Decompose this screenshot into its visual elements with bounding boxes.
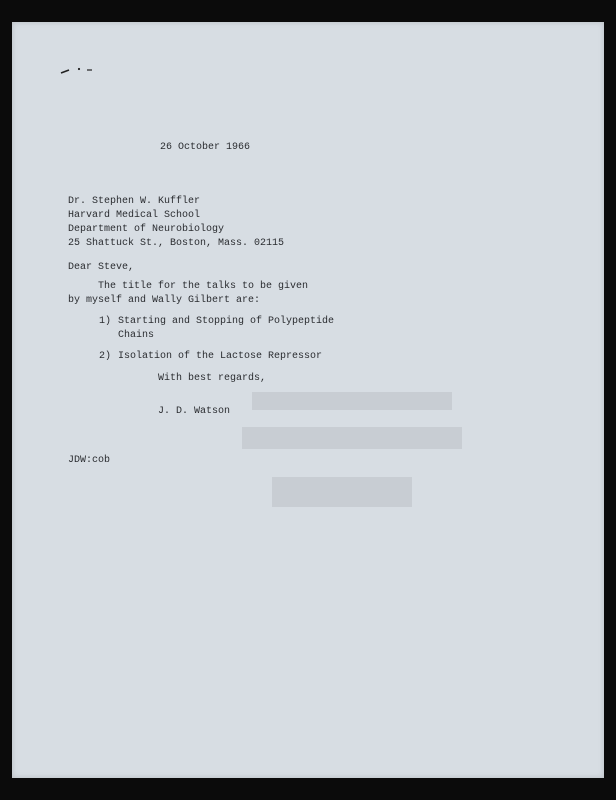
signature: J. D. Watson (158, 406, 231, 417)
item-title-1-continued: Chains (118, 330, 155, 341)
closing: With best regards, (158, 373, 267, 384)
reference-initials: JDW:cob (68, 455, 111, 466)
item-title-1: Starting and Stopping of Polypeptide (118, 316, 335, 327)
intro-line-2: by myself and Wally Gilbert are: (68, 295, 261, 306)
item-number-2: 2) (99, 351, 112, 362)
recipient-department: Department of Neurobiology (68, 224, 225, 235)
recipient-address: 25 Shattuck St., Boston, Mass. 02115 (68, 238, 285, 249)
show-through-stain (242, 382, 462, 532)
salutation: Dear Steve, (68, 262, 135, 273)
pen-mark-icon (59, 64, 99, 76)
intro-line-1: The title for the talks to be given (98, 281, 309, 292)
letter-page (12, 22, 604, 778)
letter-date: 26 October 1966 (160, 142, 251, 153)
item-number-1: 1) (99, 316, 112, 327)
item-title-2: Isolation of the Lactose Repressor (118, 351, 323, 362)
recipient-name: Dr. Stephen W. Kuffler (68, 196, 201, 207)
recipient-institution: Harvard Medical School (68, 210, 201, 221)
